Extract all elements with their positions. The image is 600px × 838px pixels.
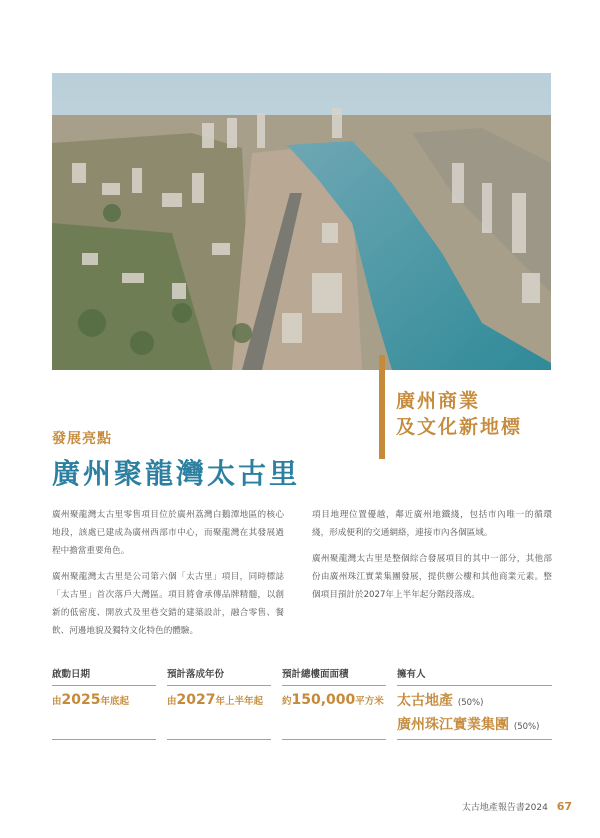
fact-floor-area	[282, 665, 386, 708]
divider	[397, 685, 552, 686]
page-footer	[462, 800, 572, 813]
paragraph: 廣州聚龍灣太古里零售項目位於廣州荔灣白鵝潭地區的核心地段，該處已建成為廣州西部市中心，而聚龍灣在其發展過程中擔當重要角色。	[52, 510, 284, 556]
headline-line-2: 及文化新地標	[396, 416, 523, 438]
owner-line: 太古地產 (50%)	[397, 693, 484, 709]
paragraph: 廣州聚龍灣太古里是公司第六個「太古里」項目，同時標誌「太古里」首次落戶大灣區。項目將會承傳品牌精髓，以創新的低密度、開放式及里巷交錯的建築設計，融合零售、餐飲、河邊地貌及獨特文化特色的體驗。	[52, 572, 284, 636]
section-label: 發展亮點	[52, 431, 112, 447]
headline-line-1: 廣州商業	[396, 390, 481, 412]
paragraph: 廣州聚龍灣太古里是整個綜合發展項目的其中一部分，其他部份由廣州珠江實業集團發展，提供辦公樓和其他商業元素。整個項目預計於2027年上半年起分階段落成。	[312, 554, 552, 600]
body-column-right	[312, 506, 552, 612]
divider	[52, 685, 156, 686]
fact-label: 擁有人	[397, 669, 426, 680]
fact-value: 由2027年上半年起	[167, 692, 263, 708]
report-name: 太古地產報告書2024	[461, 803, 548, 813]
fact-owner	[397, 665, 552, 738]
divider	[397, 739, 552, 740]
headline	[396, 388, 522, 440]
key-facts	[52, 665, 552, 745]
fact-completion-year	[167, 665, 271, 708]
page-number: 67	[556, 800, 572, 813]
fact-value: 由2025年底起	[52, 692, 129, 708]
fact-value: 約150,000平方米	[282, 692, 384, 708]
aerial-city-photo	[52, 73, 551, 370]
fact-label: 預計落成年份	[167, 669, 225, 680]
fact-label: 預計總樓面面積	[282, 669, 349, 680]
divider	[282, 739, 386, 740]
divider	[52, 739, 156, 740]
divider	[282, 685, 386, 686]
paragraph: 項目地理位置優越，鄰近廣州地鐵綫，包括市內唯一的循環綫，形成便利的交通網絡，連接市內各個區域。	[312, 510, 552, 538]
divider	[167, 739, 271, 740]
owner-line: 廣州珠江實業集團 (50%)	[397, 717, 540, 733]
page-title: 廣州聚龍灣太古里	[52, 457, 301, 490]
divider	[167, 685, 271, 686]
body-column-left	[52, 506, 284, 648]
fact-label: 啟動日期	[52, 669, 91, 680]
accent-bar	[379, 355, 385, 459]
fact-start-date	[52, 665, 156, 708]
